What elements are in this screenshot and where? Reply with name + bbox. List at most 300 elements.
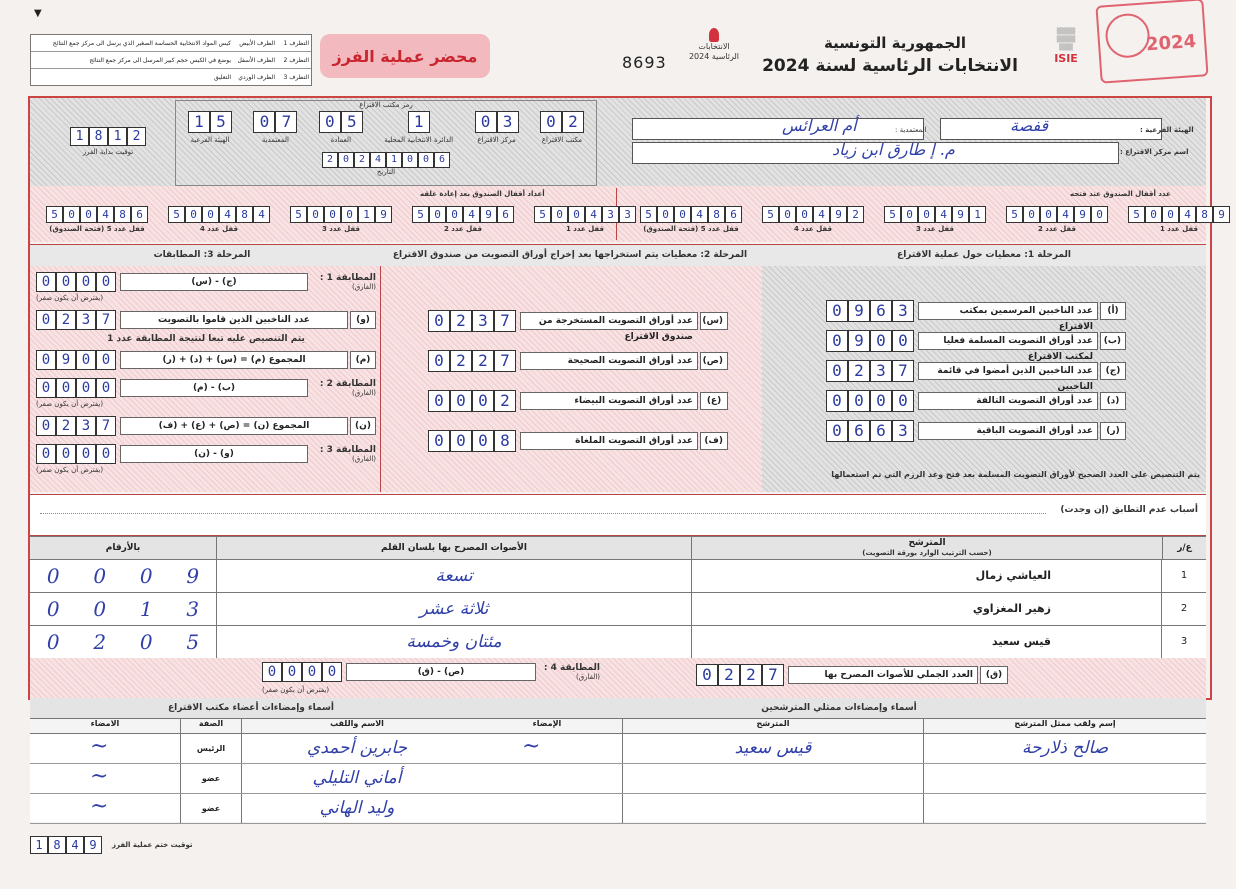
stage3-cell: 0 [56,444,76,464]
start-time-digits [70,127,146,146]
lock-label: قفل عدد 5 (فتحة الصندوق) [643,225,739,233]
office-col-sign: الامضاء [30,719,181,733]
end-time-cell: 1 [30,836,48,854]
stage2-cell: 2 [472,350,494,372]
stage3-key: (م) [350,351,376,369]
stage3-formula: عدد الناخبين الذين قاموا بالتصويت [120,311,348,329]
stage3-label [312,273,376,291]
lock-cell: 1 [358,206,375,223]
office-code-label: رمز مكتب الاقتراع [359,101,413,109]
lock-cell: 5 [640,206,657,223]
stage3-content [36,272,376,482]
results-digits [30,560,217,592]
results-digit: 5 [186,630,200,654]
stage1-cell: 0 [870,390,892,412]
stage2-cell: 0 [428,310,450,332]
pack-desc-3: التعليق [213,73,231,81]
stage1-row [826,330,1126,362]
results-digit: 3 [186,597,200,621]
stage1-label: عدد أوراق التصويت التالفة [918,392,1098,410]
stage2-value [428,350,516,372]
results-digit: 0 [46,564,60,588]
code-group [319,111,363,144]
signatures-section [30,698,1206,822]
q-cell: 7 [762,664,784,686]
code-cell: 2 [562,111,584,133]
stage1-cell: 0 [848,390,870,412]
start-time-cell: 2 [127,127,146,146]
locks-after-title: أعداد أقفال الصندوق بعد إعادة غلقه [420,190,545,198]
date-cell: 0 [338,152,354,168]
code-group-label: العمادة [330,136,352,144]
stage2-cell: 0 [472,390,494,412]
stage1-label: عدد أوراق التصويت الباقية [918,422,1098,440]
lock-cell: 5 [1128,206,1145,223]
reps-row [472,734,1206,764]
reps-candidate: قيس سعيد [623,734,924,763]
stage3-value [36,378,116,398]
stage2-cell: 0 [428,350,450,372]
lock-cell: 9 [375,206,392,223]
reps-head [472,719,1206,734]
election-title: الانتخابات الرئاسية لسنة 2024 [762,56,1018,76]
lock-item [534,206,636,233]
lock-item [762,206,864,233]
office-signature [30,764,181,793]
q-cell: 2 [740,664,762,686]
stage1-label: عدد الناخبين الذين أمضوا في قائمة الناخبين [918,362,1098,380]
stage3-label-sub: (الفارق) [351,283,376,291]
stage3-row [36,310,376,330]
code-group-digits [540,111,584,133]
m4-label-main: المطابقة 4 : [543,663,600,673]
code-group-digits [319,111,363,133]
reps-row [472,794,1206,824]
lock-digits [290,206,392,223]
stage3-key: (ن) [350,417,376,435]
office-signature [30,734,181,763]
stage1-key: (د) [1100,392,1126,410]
signature-scribble: ~ [90,764,109,789]
q-cell: 2 [718,664,740,686]
lock-cell: 0 [918,206,935,223]
isie-logo: ▒▒▒▒ ▒▒▒▒ ▒▒▒ ISIE [1054,28,1078,65]
end-time-cell: 8 [48,836,66,854]
stage1-row [826,360,1126,392]
end-time-cell: 4 [66,836,84,854]
stage1-row [826,420,1126,442]
stage1-cell: 3 [870,360,892,382]
results-col-candidate-main: المترشح [908,538,946,548]
lock-cell: 9 [1074,206,1091,223]
q-cell: 0 [696,664,718,686]
results-digit: 0 [46,597,60,621]
office-role: عضو [181,764,242,793]
stage1-value [826,390,914,412]
stage3-key: (و) [350,311,376,329]
stage2-cell: 0 [450,390,472,412]
lock-cell: 0 [796,206,813,223]
stage2-row [428,390,728,412]
code-cell: 5 [210,111,232,133]
results-col-words: الأصوات المصرح بها بلسان القلم [217,537,692,559]
lock-cell: 3 [602,206,619,223]
reps-candidate [623,764,924,793]
locks-before-row [640,206,1230,233]
results-digits [30,626,217,658]
lock-digits [412,206,514,223]
pack-color-1: الظرف الأبيض [239,39,275,47]
lock-cell: 0 [1023,206,1040,223]
stage1-cell: 0 [826,420,848,442]
stage3-cell: 2 [56,310,76,330]
reps-name [924,764,1206,793]
date-cell: 6 [434,152,450,168]
stage3-row [36,350,376,370]
lock-cell: 2 [847,206,864,223]
lock-cell: 4 [585,206,602,223]
code-group [253,111,297,144]
lock-cell: 9 [952,206,969,223]
stage3-formula: المجموع (م) = (س) + (د) + (ر) [120,351,348,369]
lock-cell: 0 [657,206,674,223]
stage3-cell: 7 [96,310,116,330]
results-candidate: زهير المغزاوي [692,593,1162,625]
stage2-content [428,310,728,470]
code-group [384,111,453,144]
reps-col-candidate: المترشح [623,719,924,733]
results-candidate: قيس سعيد [692,626,1162,658]
stage3-cell: 0 [76,378,96,398]
results-digit: 1 [139,597,153,621]
stage3-cell: 7 [96,416,116,436]
stage3-value [36,416,116,436]
lock-cell: 9 [830,206,847,223]
stage2-title: المرحلة 2: معطيات يتم استخراجها بعد إخراج أوراق التصويت من صندوق الاقتراع [392,250,748,260]
lock-cell: 9 [480,206,497,223]
reps-name: صالح ذلارحة [1021,738,1109,758]
lock-cell: 4 [813,206,830,223]
code-group-digits [188,111,232,133]
lock-cell: 0 [446,206,463,223]
office-col-name: الاسم واللقب [330,719,384,728]
stage1-title: المرحلة 1: معطيات حول عملية الاقتراع [897,250,1071,260]
stage2-cell: 7 [494,350,516,372]
stage2-cell: 0 [428,390,450,412]
code-cell: 0 [475,111,497,133]
code-cell: 0 [540,111,562,133]
stage2-key: (ف) [700,432,728,450]
lock-cell: 0 [429,206,446,223]
reps-candidate [623,794,924,823]
reps-signatures [472,698,1206,822]
q-value [696,664,784,686]
lock-label: قفل عدد 3 [321,225,361,233]
lock-cell: 4 [1179,206,1196,223]
reps-row [472,764,1206,794]
code-cell: 7 [275,111,297,133]
stage2-cell: 3 [472,310,494,332]
stage3-value [36,350,116,370]
office-row [30,794,472,824]
lock-label: قفل عدد 4 [199,225,239,233]
subcommittee-label: الهيئة الفرعية : [1140,126,1194,134]
lock-digits [1128,206,1230,223]
stage3-value [36,444,116,464]
lock-digits [534,206,636,223]
date-digits [322,152,450,168]
stage3-cell: 0 [76,350,96,370]
results-words: ثلاثة عشر [217,593,692,625]
pack-n-3: التظرف 3 [283,73,309,81]
top-mark: ▼ [34,8,42,19]
results-digit: 0 [139,564,153,588]
reps-col-name: إسم ولقب ممثل المترشح [1014,719,1116,728]
stamp-year: 2024 [1145,30,1197,56]
lock-label: قفل عدد 2 [1037,225,1077,233]
date-label: التاريخ [376,168,396,176]
office-title: أسماء وإمضاءات أعضاء مكتب الاقتراع [30,698,472,719]
stage3-value [36,310,116,330]
code-group-label: مركز الاقتراع [477,136,516,144]
start-time-cell: 1 [108,127,127,146]
stage1-cell: 0 [870,330,892,352]
stage3-row [36,444,376,464]
office-signature [30,794,181,823]
reps-signature [472,794,623,823]
pack-desc-2: يوضع في الكيس حجم كبير المرسل الى مركز جمع النتائج [89,56,231,64]
lock-label: قفل عدد 1 [565,225,605,233]
locks-after-row [46,206,636,233]
office-row [30,734,472,764]
lock-digits [168,206,270,223]
lock-item [412,206,514,233]
stage3-note: (يفترض أن يكون صفر) [36,466,104,474]
lock-cell: 0 [551,206,568,223]
serial-number: 8693 [622,53,667,72]
stage1-cell: 6 [870,300,892,322]
code-cell: 1 [188,111,210,133]
results-row [30,560,1206,593]
lock-label: قفل عدد 2 [443,225,483,233]
stage3-cell: 0 [76,444,96,464]
stage3-cell: 9 [56,350,76,370]
stage1-label: عدد الناخبين المرسمين بمكتب الاقتراع [918,302,1098,320]
lock-cell: 0 [1145,206,1162,223]
stage3-cell: 2 [56,416,76,436]
lock-cell: 5 [168,206,185,223]
code-group-digits [475,111,519,133]
stage1-cell: 9 [848,330,870,352]
stage1-cell: 3 [892,300,914,322]
lock-cell: 9 [1213,206,1230,223]
stage3-note: (يفترض أن يكون صفر) [36,294,104,302]
date-cell: 0 [418,152,434,168]
lock-cell: 0 [185,206,202,223]
signature-scribble: ~ [90,734,109,759]
office-row [30,764,472,794]
office-col-role: الصفة [181,719,242,733]
stage1-value [826,420,914,442]
results-digit: 2 [93,630,107,654]
stage1-cell: 2 [848,360,870,382]
reps-col-sign: الإمضاء [472,719,623,733]
lock-item [884,206,986,233]
reps-signature [472,734,623,763]
stage2-cell: 7 [494,310,516,332]
stage3-formula: (و) - (ن) [120,445,308,463]
lock-cell: 0 [1162,206,1179,223]
stage1-content [826,300,1126,450]
lock-digits [884,206,986,223]
code-group-label: الدائرة الانتخابية المحلية [384,136,454,144]
stage1-cell: 9 [848,300,870,322]
lock-item [640,206,742,233]
m4-cell: 0 [322,662,342,682]
reps-name [924,794,1206,823]
stage3-formula: المجموع (ن) = (ص) + (ع) + (ف) [120,417,348,435]
logo-flame-icon [709,28,719,42]
results-col-candidate [692,537,1163,559]
lock-cell: 0 [901,206,918,223]
report-title: محضر عملية الفرز [320,34,490,78]
lock-cell: 6 [131,206,148,223]
lock-cell: 4 [219,206,236,223]
end-time-cell: 9 [84,836,102,854]
lock-item [1006,206,1108,233]
office-name: وليد الهاني [319,798,395,818]
lock-cell: 0 [307,206,324,223]
results-header [30,536,1206,560]
delegation-field [632,118,922,138]
results-digit: 0 [139,630,153,654]
lock-cell: 0 [80,206,97,223]
stage3-cell: 0 [96,444,116,464]
stage1-row [826,300,1126,332]
results-digit: 0 [46,630,60,654]
center-label: اسم مركز الاقتراع : [1120,148,1189,156]
stage1-cell: 0 [826,360,848,382]
end-time-box: 1 8 4 9 توقيت ختم عملية الفرز [30,836,192,854]
stage2-key: (س) [700,312,728,330]
code-group-digits [408,111,430,133]
code-group [188,111,232,144]
code-group [475,111,519,144]
results-col-digits: بالأرقام [30,537,217,559]
stage3-label-main: المطابقة 1 : [319,273,376,283]
stage2-value [428,310,516,332]
stage3-label [312,379,376,397]
m4-label [540,663,600,681]
m4-cell: 0 [302,662,322,682]
totals-content [30,662,1206,692]
stage2-row [428,350,728,372]
lock-cell: 8 [708,206,725,223]
office-head [30,719,472,734]
date-cell: 2 [322,152,338,168]
results-digits [30,593,217,625]
stage2-key: (ع) [700,392,728,410]
lock-cell: 0 [341,206,358,223]
stage3-label-sub: (الفارق) [351,389,376,397]
stage2-key: (ص) [700,352,728,370]
stage3-cell: 0 [96,350,116,370]
results-words: مئتان وخمسة [217,626,692,658]
lock-cell: 0 [63,206,80,223]
mismatch-label: أسباب عدم التطابق (إن وجدت) [1060,505,1198,515]
stage3-formula: (ب) - (م) [120,379,308,397]
results-row [30,626,1206,659]
lock-item [46,206,148,233]
code-group-label: مكتب الاقتراع [541,136,583,144]
stage1-row [826,390,1126,412]
stage3-cell: 0 [36,272,56,292]
lock-digits [46,206,148,223]
stage2-cell: 2 [450,350,472,372]
m4-block [262,662,600,682]
stage1-key: (أ) [1100,302,1126,320]
pack-desc-1: كيس المواد الانتخابية الحساسة الصغير الذي يرسل الى مركز جمع النتائج [52,39,231,47]
stage3-cell: 0 [36,310,56,330]
stage1-cell: 7 [892,360,914,382]
stage3-cell: 0 [36,444,56,464]
lock-digits [640,206,742,223]
stage3-label-main: المطابقة 3 : [319,445,376,455]
date-cell: 4 [370,152,386,168]
stage3-note: (يفترض أن يكون صفر) [36,400,104,408]
lock-cell: 0 [779,206,796,223]
lock-cell: 4 [1057,206,1074,223]
results-num: 1 [1180,570,1188,581]
signature-scribble: ~ [90,794,109,819]
pack-color-3: الظرف الوردي [238,73,275,81]
code-cell: 3 [497,111,519,133]
lock-cell: 5 [762,206,779,223]
stage1-label: عدد أوراق التصويت المسلمة فعليا لمكتب الاقتراع [918,332,1098,350]
stage1-value [826,300,914,322]
lock-cell: 0 [674,206,691,223]
lock-cell: 0 [1040,206,1057,223]
stage1-key: (ب) [1100,332,1126,350]
m4-cell: 0 [262,662,282,682]
lock-cell: 4 [463,206,480,223]
lock-cell: 5 [884,206,901,223]
lock-cell: 4 [253,206,270,223]
office-name: أماني التليلي [312,768,402,788]
stage2-cell: 0 [472,430,494,452]
stage3-row [36,378,376,398]
stage1-cell: 3 [892,420,914,442]
stage2-label: عدد أوراق التصويت المستخرجة من صندوق الاقتراع [520,312,698,330]
stage1-note: يتم التنصيص على العدد الصحيح لأوراق التصويت المسلمة بعد فتح وعد الرزم التي تم استعمالها [831,470,1200,479]
center-value: م. إ طارق ابن زياد [832,140,955,159]
stage1-cell: 0 [892,330,914,352]
subcommittee-field [940,118,1160,138]
stage2-cell: 8 [494,430,516,452]
lock-cell: 4 [97,206,114,223]
results-row [30,593,1206,626]
stage3-cell: 0 [36,416,56,436]
results-words: تسعة [217,560,692,592]
lock-cell: 5 [412,206,429,223]
lock-cell: 6 [497,206,514,223]
m4-cell: 0 [282,662,302,682]
stage3-row [36,272,376,292]
stage1-cell: 0 [892,390,914,412]
code-cell: 5 [341,111,363,133]
stage1-value [826,360,914,382]
election-logo: الانتخابات الرئاسية 2024 [686,28,742,86]
